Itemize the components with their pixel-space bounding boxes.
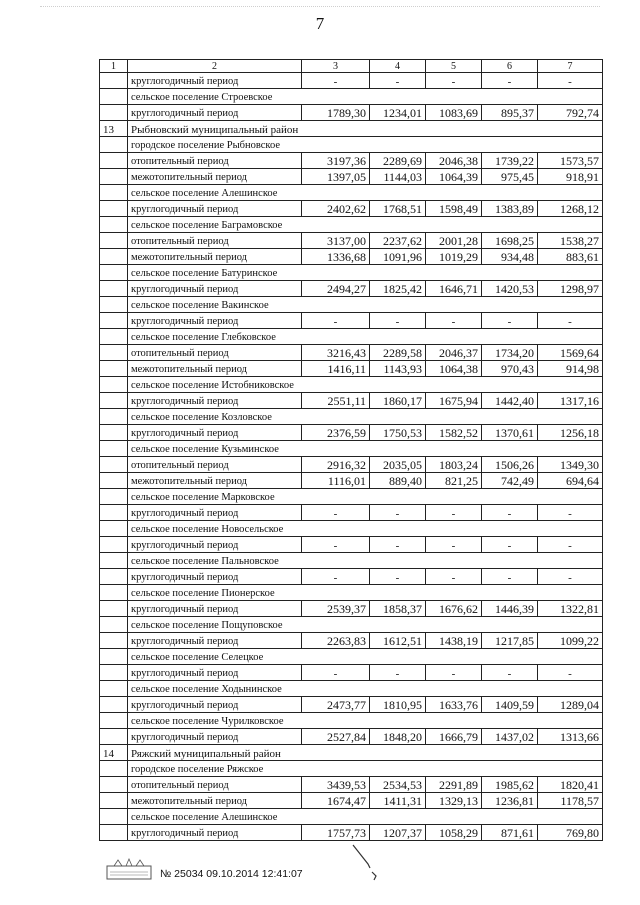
empty-cell (100, 761, 128, 777)
tariff-row (100, 601, 603, 617)
settlement-name: городское поселение Рыбновское (128, 137, 603, 153)
tariff-value-cell: 1803,24 (426, 457, 482, 473)
tariff-value-cell: 1858,37 (370, 601, 426, 617)
settlement-row (100, 217, 603, 233)
tariff-value-cell: - (538, 505, 603, 521)
tariff-row (100, 425, 603, 441)
empty-cell (100, 361, 128, 377)
settlement-name: сельское поселение Козловское (128, 409, 603, 425)
tariff-value-cell: - (482, 313, 538, 329)
empty-cell (100, 217, 128, 233)
tariff-value-cell: 1698,25 (482, 233, 538, 249)
tariff-value-cell: 1633,76 (426, 697, 482, 713)
settlement-name: сельское поселение Пионерское (128, 585, 603, 601)
tariff-value-cell: 2534,53 (370, 777, 426, 793)
empty-cell (100, 329, 128, 345)
tariff-value-cell: 1064,38 (426, 361, 482, 377)
tariff-value-cell: 1420,53 (482, 281, 538, 297)
empty-cell (100, 713, 128, 729)
tariff-value-cell: 1810,95 (370, 697, 426, 713)
settlement-row (100, 89, 603, 105)
tariff-value-cell: 1116,01 (302, 473, 370, 489)
tariff-row (100, 169, 603, 185)
empty-cell (100, 681, 128, 697)
period-label: межотопительный период (128, 249, 302, 265)
empty-cell (100, 649, 128, 665)
handwritten-signature (350, 842, 390, 884)
tariff-value-cell: 1573,57 (538, 153, 603, 169)
tariff-value-cell: 1598,49 (426, 201, 482, 217)
tariff-value-cell: 1289,04 (538, 697, 603, 713)
tariff-value-cell: - (538, 537, 603, 553)
period-label: межотопительный период (128, 793, 302, 809)
tariff-value-cell: 1058,29 (426, 825, 482, 841)
page-number: 7 (315, 14, 325, 33)
settlement-row (100, 617, 603, 633)
settlement-name: сельское поселение Селецкое (128, 649, 603, 665)
settlement-name: сельское поселение Баграмовское (128, 217, 603, 233)
tariff-row (100, 505, 603, 521)
tariff-value-cell: 2237,62 (370, 233, 426, 249)
tariff-value-cell: - (370, 569, 426, 585)
tariff-value-cell: 2035,05 (370, 457, 426, 473)
period-label: круглогодичный период (128, 601, 302, 617)
tariff-value-cell: 883,61 (538, 249, 603, 265)
tariff-row (100, 537, 603, 553)
settlement-name: сельское поселение Вакинское (128, 297, 603, 313)
header-cell: 1 (100, 60, 128, 73)
settlement-name: сельское поселение Пощуповское (128, 617, 603, 633)
empty-cell (100, 521, 128, 537)
tariff-value-cell: 1674,47 (302, 793, 370, 809)
tariff-value-cell: - (370, 665, 426, 681)
tariff-value-cell: 2539,37 (302, 601, 370, 617)
tariff-value-cell: 1820,41 (538, 777, 603, 793)
tariff-row (100, 457, 603, 473)
period-label: отопительный период (128, 233, 302, 249)
tariff-value-cell: 1329,13 (426, 793, 482, 809)
settlement-row (100, 137, 603, 153)
period-label: круглогодичный период (128, 393, 302, 409)
empty-cell (100, 537, 128, 553)
tariff-row (100, 825, 603, 841)
tariff-value-cell: 1091,96 (370, 249, 426, 265)
tariff-value-cell: 3216,43 (302, 345, 370, 361)
settlement-row (100, 297, 603, 313)
settlement-name: сельское поселение Строевское (128, 89, 603, 105)
empty-cell (100, 153, 128, 169)
settlement-row (100, 185, 603, 201)
empty-cell (100, 473, 128, 489)
settlement-row (100, 585, 603, 601)
empty-cell (100, 393, 128, 409)
tariff-row (100, 105, 603, 121)
tariff-row (100, 153, 603, 169)
tariff-value-cell: 2473,77 (302, 697, 370, 713)
tariff-value-cell: 1268,12 (538, 201, 603, 217)
tariff-value-cell: 1612,51 (370, 633, 426, 649)
tariff-value-cell: - (538, 313, 603, 329)
tariff-value-cell: 1666,79 (426, 729, 482, 745)
tariff-value-cell: - (482, 505, 538, 521)
empty-cell (100, 377, 128, 393)
period-label: круглогодичный период (128, 825, 302, 841)
tariff-value-cell: 1438,19 (426, 633, 482, 649)
tariff-value-cell: 1349,30 (538, 457, 603, 473)
empty-cell (100, 105, 128, 121)
tariff-value-cell: 1848,20 (370, 729, 426, 745)
tariff-value-cell: - (482, 569, 538, 585)
empty-cell (100, 569, 128, 585)
table-header-row (100, 60, 603, 73)
empty-cell (100, 425, 128, 441)
tariff-value-cell: - (426, 569, 482, 585)
tariff-value-cell: 792,74 (538, 105, 603, 121)
document-reference: № 25034 09.10.2014 12:41:07 (160, 868, 303, 880)
tariff-value-cell: - (426, 537, 482, 553)
registry-stamp-logo (106, 858, 152, 880)
settlement-row (100, 809, 603, 825)
period-label: круглогодичный период (128, 505, 302, 521)
tariff-value-cell: 2046,37 (426, 345, 482, 361)
district-row (100, 121, 603, 137)
tariff-value-cell: 934,48 (482, 249, 538, 265)
tariff-value-cell: - (302, 313, 370, 329)
tariff-value-cell: 1298,97 (538, 281, 603, 297)
empty-cell (100, 281, 128, 297)
district-name: Рыбновский муниципальный район (128, 121, 603, 137)
tariff-value-cell: 1789,30 (302, 105, 370, 121)
period-label: межотопительный период (128, 361, 302, 377)
period-label: межотопительный период (128, 473, 302, 489)
tariff-value-cell: - (538, 569, 603, 585)
tariff-value-cell: 2527,84 (302, 729, 370, 745)
tariff-row (100, 201, 603, 217)
settlement-name: сельское поселение Ходынинское (128, 681, 603, 697)
period-label: круглогодичный период (128, 537, 302, 553)
period-label: круглогодичный период (128, 105, 302, 121)
settlement-row (100, 409, 603, 425)
period-label: отопительный период (128, 153, 302, 169)
tariff-value-cell: 1064,39 (426, 169, 482, 185)
tariff-value-cell: 1409,59 (482, 697, 538, 713)
settlement-row (100, 713, 603, 729)
period-label: круглогодичный период (128, 697, 302, 713)
tariff-value-cell: - (370, 313, 426, 329)
tariff-value-cell: 914,98 (538, 361, 603, 377)
empty-cell (100, 697, 128, 713)
tariff-value-cell: 1397,05 (302, 169, 370, 185)
empty-cell (100, 249, 128, 265)
tariff-value-cell: 895,37 (482, 105, 538, 121)
settlement-name: сельское поселение Алешинское (128, 185, 603, 201)
settlement-row (100, 265, 603, 281)
header-cell: 5 (426, 60, 482, 73)
tariff-row (100, 473, 603, 489)
tariff-value-cell: 2289,69 (370, 153, 426, 169)
settlement-name: сельское поселение Марковское (128, 489, 603, 505)
tariff-value-cell: 1411,31 (370, 793, 426, 809)
tariff-value-cell: 3439,53 (302, 777, 370, 793)
tariff-row (100, 281, 603, 297)
empty-cell (100, 553, 128, 569)
settlement-name: сельское поселение Глебковское (128, 329, 603, 345)
period-label: круглогодичный период (128, 73, 302, 89)
tariff-row (100, 665, 603, 681)
tariff-value-cell: 3137,00 (302, 233, 370, 249)
tariff-value-cell: - (302, 505, 370, 521)
tariff-value-cell: - (302, 569, 370, 585)
tariff-value-cell: 1370,61 (482, 425, 538, 441)
empty-cell (100, 793, 128, 809)
tariff-value-cell: - (538, 73, 603, 89)
empty-cell (100, 345, 128, 361)
empty-cell (100, 617, 128, 633)
tariff-value-cell: - (370, 73, 426, 89)
tariff-value-cell: 1336,68 (302, 249, 370, 265)
tariff-value-cell: 2046,38 (426, 153, 482, 169)
period-label: межотопительный период (128, 169, 302, 185)
tariff-value-cell: 1676,62 (426, 601, 482, 617)
tariff-row (100, 233, 603, 249)
empty-cell (100, 313, 128, 329)
tariff-value-cell: 1207,37 (370, 825, 426, 841)
tariff-value-cell: 1099,22 (538, 633, 603, 649)
settlement-name: сельское поселение Новосельское (128, 521, 603, 537)
tariff-value-cell: 1256,18 (538, 425, 603, 441)
tariff-value-cell: 2289,58 (370, 345, 426, 361)
empty-cell (100, 233, 128, 249)
tariff-value-cell: 918,91 (538, 169, 603, 185)
tariff-value-cell: 1506,26 (482, 457, 538, 473)
tariff-value-cell: 2551,11 (302, 393, 370, 409)
tariff-value-cell: 769,80 (538, 825, 603, 841)
tariff-value-cell: - (370, 505, 426, 521)
district-number: 14 (100, 745, 128, 761)
settlement-row (100, 441, 603, 457)
tariff-value-cell: - (426, 313, 482, 329)
empty-cell (100, 137, 128, 153)
tariff-value-cell: 1734,20 (482, 345, 538, 361)
settlement-row (100, 489, 603, 505)
empty-cell (100, 201, 128, 217)
period-label: отопительный период (128, 345, 302, 361)
period-label: круглогодичный период (128, 569, 302, 585)
tariff-value-cell: 1144,03 (370, 169, 426, 185)
tariff-value-cell: - (426, 505, 482, 521)
tariff-row (100, 313, 603, 329)
district-row (100, 745, 603, 761)
empty-cell (100, 505, 128, 521)
tariff-value-cell: 694,64 (538, 473, 603, 489)
period-label: круглогодичный период (128, 201, 302, 217)
empty-cell (100, 665, 128, 681)
tariff-value-cell: 1860,17 (370, 393, 426, 409)
settlement-name: сельское поселение Батуринское (128, 265, 603, 281)
tariff-value-cell: 1317,16 (538, 393, 603, 409)
empty-cell (100, 185, 128, 201)
period-label: круглогодичный период (128, 425, 302, 441)
empty-cell (100, 633, 128, 649)
period-label: круглогодичный период (128, 633, 302, 649)
tariff-row (100, 793, 603, 809)
empty-cell (100, 601, 128, 617)
tariff-value-cell: 1437,02 (482, 729, 538, 745)
empty-cell (100, 489, 128, 505)
tariff-value-cell: 1416,11 (302, 361, 370, 377)
tariff-value-cell: 970,43 (482, 361, 538, 377)
tariff-value-cell: 1646,71 (426, 281, 482, 297)
tariff-value-cell: 1322,81 (538, 601, 603, 617)
tariff-row (100, 393, 603, 409)
header-cell: 2 (128, 60, 302, 73)
tariff-value-cell: 1178,57 (538, 793, 603, 809)
tariff-row (100, 361, 603, 377)
tariff-value-cell: 1313,66 (538, 729, 603, 745)
empty-cell (100, 825, 128, 841)
tariff-value-cell: 1739,22 (482, 153, 538, 169)
tariff-value-cell: - (538, 665, 603, 681)
tariff-value-cell: - (370, 537, 426, 553)
tariff-table (99, 59, 603, 841)
tariff-value-cell: 1234,01 (370, 105, 426, 121)
tariff-value-cell: 2291,89 (426, 777, 482, 793)
tariff-row (100, 73, 603, 89)
header-cell: 4 (370, 60, 426, 73)
tariff-value-cell: 742,49 (482, 473, 538, 489)
period-label: круглогодичный период (128, 313, 302, 329)
tariff-value-cell: 3197,36 (302, 153, 370, 169)
tariff-value-cell: - (302, 537, 370, 553)
empty-cell (100, 265, 128, 281)
tariff-value-cell: 1825,42 (370, 281, 426, 297)
settlement-name: сельское поселение Кузьминское (128, 441, 603, 457)
tariff-value-cell: - (302, 73, 370, 89)
empty-cell (100, 809, 128, 825)
tariff-value-cell: - (426, 665, 482, 681)
empty-cell (100, 457, 128, 473)
settlement-name: сельское поселение Истобниковское (128, 377, 603, 393)
settlement-row (100, 553, 603, 569)
period-label: отопительный период (128, 457, 302, 473)
tariff-value-cell: 2263,83 (302, 633, 370, 649)
tariff-value-cell: 2916,32 (302, 457, 370, 473)
tariff-value-cell: - (426, 73, 482, 89)
settlement-name: сельское поселение Алешинское (128, 809, 603, 825)
tariff-value-cell: 1019,29 (426, 249, 482, 265)
tariff-value-cell: 1442,40 (482, 393, 538, 409)
tariff-value-cell: 871,61 (482, 825, 538, 841)
tariff-row (100, 697, 603, 713)
settlement-row (100, 521, 603, 537)
settlement-name: сельское поселение Чурилковское (128, 713, 603, 729)
tariff-value-cell: 1538,27 (538, 233, 603, 249)
period-label: круглогодичный период (128, 665, 302, 681)
period-label: отопительный период (128, 777, 302, 793)
tariff-row (100, 345, 603, 361)
settlement-row (100, 377, 603, 393)
header-cell: 6 (482, 60, 538, 73)
settlement-row (100, 761, 603, 777)
tariff-table-body (100, 60, 603, 841)
tariff-value-cell: 1768,51 (370, 201, 426, 217)
settlement-row (100, 681, 603, 697)
settlement-row (100, 649, 603, 665)
empty-cell (100, 169, 128, 185)
tariff-row (100, 777, 603, 793)
empty-cell (100, 441, 128, 457)
tariff-value-cell: 1757,73 (302, 825, 370, 841)
tariff-value-cell: 1985,62 (482, 777, 538, 793)
tariff-value-cell: 821,25 (426, 473, 482, 489)
tariff-row (100, 569, 603, 585)
period-label: круглогодичный период (128, 281, 302, 297)
tariff-value-cell: 2001,28 (426, 233, 482, 249)
tariff-value-cell: - (482, 73, 538, 89)
tariff-value-cell: - (302, 665, 370, 681)
empty-cell (100, 777, 128, 793)
tariff-value-cell: 2402,62 (302, 201, 370, 217)
header-cell: 3 (302, 60, 370, 73)
settlement-name: сельское поселение Пальновское (128, 553, 603, 569)
tariff-value-cell: - (482, 537, 538, 553)
district-number: 13 (100, 121, 128, 137)
empty-cell (100, 89, 128, 105)
tariff-value-cell: 1750,53 (370, 425, 426, 441)
settlement-row (100, 329, 603, 345)
empty-cell (100, 585, 128, 601)
scan-artifact-line (40, 6, 600, 9)
period-label: круглогодичный период (128, 729, 302, 745)
tariff-value-cell: 1446,39 (482, 601, 538, 617)
tariff-row (100, 249, 603, 265)
tariff-value-cell: 1236,81 (482, 793, 538, 809)
tariff-value-cell: 1569,64 (538, 345, 603, 361)
tariff-value-cell: - (482, 665, 538, 681)
empty-cell (100, 409, 128, 425)
tariff-value-cell: 1143,93 (370, 361, 426, 377)
tariff-row (100, 633, 603, 649)
header-cell: 7 (538, 60, 603, 73)
district-name: Ряжский муниципальный район (128, 745, 603, 761)
empty-cell (100, 729, 128, 745)
empty-cell (100, 297, 128, 313)
tariff-value-cell: 889,40 (370, 473, 426, 489)
tariff-value-cell: 1383,89 (482, 201, 538, 217)
tariff-value-cell: 1083,69 (426, 105, 482, 121)
tariff-value-cell: 975,45 (482, 169, 538, 185)
settlement-name: городское поселение Ряжское (128, 761, 603, 777)
tariff-value-cell: 1675,94 (426, 393, 482, 409)
tariff-value-cell: 2494,27 (302, 281, 370, 297)
tariff-row (100, 729, 603, 745)
tariff-value-cell: 2376,59 (302, 425, 370, 441)
tariff-value-cell: 1582,52 (426, 425, 482, 441)
tariff-value-cell: 1217,85 (482, 633, 538, 649)
empty-cell (100, 73, 128, 89)
